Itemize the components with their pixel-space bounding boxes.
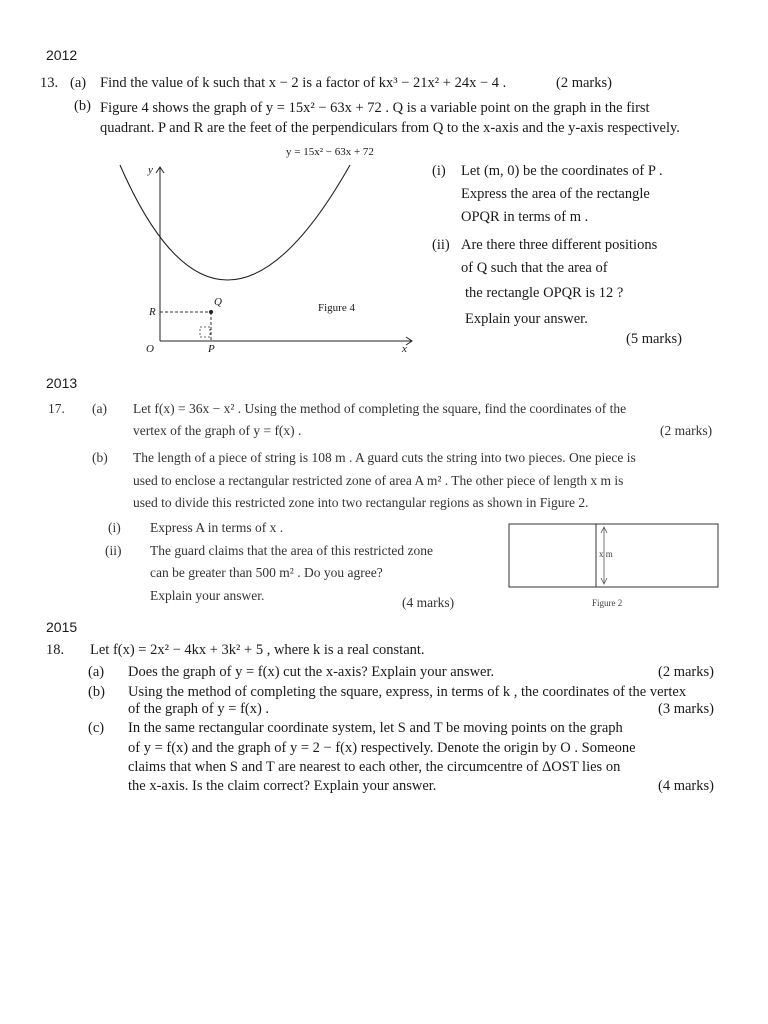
- q17b-line2: used to enclose a rectangular restricted zone of area A m² . The other piece of length x m is: [133, 473, 624, 488]
- q17b-line3: used to divide this restricted zone into two rectangular regions as shown in Figure 2.: [133, 495, 589, 510]
- q13bii-line3: the rectangle OPQR is 12 ?: [465, 285, 624, 301]
- q13bii-label: (ii): [432, 237, 450, 253]
- q13-marks: (5 marks): [626, 331, 682, 347]
- year-2015: 2015: [46, 619, 78, 635]
- q18-intro: Let f(x) = 2x² − 4kx + 3k² + 5 , where k is a real constant.: [90, 642, 425, 658]
- q17b-label: (b): [92, 450, 108, 465]
- year-2012: 2012: [46, 47, 78, 63]
- q13a-text: Find the value of k such that x − 2 is a factor of kx³ − 21x² + 24x − 4 .: [100, 75, 507, 91]
- graph-r-label: R: [149, 306, 156, 318]
- right-angle-mark: [200, 327, 210, 337]
- q18c-line1: In the same rectangular coordinate system, let S and T be moving points on the graph: [128, 720, 623, 736]
- q18b-marks: (3 marks): [658, 701, 714, 717]
- q13bii-line2: of Q such that the area of: [461, 260, 608, 276]
- q18c-line2: of y = f(x) and the graph of y = 2 − f(x) respectively. Denote the origin by O . Someone: [128, 740, 636, 756]
- q13bii-line1: Are there three different positions: [461, 237, 658, 253]
- graph-p-label: P: [208, 343, 215, 355]
- q17bii-line2: can be greater than 500 m² . Do you agree?: [150, 565, 383, 580]
- q17bii-line3: Explain your answer.: [150, 588, 265, 603]
- q13bii-line4: Explain your answer.: [465, 311, 588, 327]
- q18c-label: (c): [88, 720, 105, 736]
- q17a-line1: Let f(x) = 36x − x² . Using the method of completing the square, find the coordinates of the: [133, 401, 627, 416]
- q17bi-label: (i): [108, 520, 121, 535]
- figure-2-diagram: [508, 523, 720, 589]
- q18a-text: Does the graph of y = f(x) cut the x-axis? Explain your answer.: [128, 664, 495, 680]
- graph-y-label: y: [148, 164, 153, 176]
- q13bi-line1: Let (m, 0) be the coordinates of P .: [461, 163, 663, 179]
- q13bi-label: (i): [432, 163, 446, 179]
- graph-origin-label: O: [146, 343, 154, 355]
- q13bi-line3: OPQR in terms of m .: [461, 209, 589, 225]
- q17a-marks: (2 marks): [660, 423, 713, 438]
- graph-q-label: Q: [214, 296, 222, 308]
- q13b-label: (b): [74, 98, 91, 114]
- q18c-marks: (4 marks): [658, 778, 714, 794]
- q18b-line1: Using the method of completing the square, express, in terms of k , the coordinates of the vertex: [128, 684, 687, 700]
- parabola-curve: [120, 165, 350, 280]
- q18-number: 18.: [46, 642, 65, 658]
- q17bi-text: Express A in terms of x .: [150, 520, 284, 535]
- year-2013: 2013: [46, 375, 78, 391]
- q17bii-line1: The guard claims that the area of this restricted zone: [150, 543, 434, 558]
- q18a-label: (a): [88, 664, 105, 680]
- figure-4-caption: Figure 4: [318, 302, 355, 314]
- q17-number: 17.: [48, 401, 65, 416]
- figure-4-graph: [110, 145, 420, 360]
- q17a-line2: vertex of the graph of y = f(x) .: [133, 423, 302, 438]
- q18a-marks: (2 marks): [658, 664, 714, 680]
- q17b-line1: The length of a piece of string is 108 m . A guard cuts the string into two pieces. One piece is: [133, 450, 636, 465]
- figure-2-caption: Figure 2: [592, 598, 623, 608]
- q18b-label: (b): [88, 684, 105, 700]
- q13bi-line2: Express the area of the rectangle: [461, 186, 650, 202]
- q13-number: 13.: [40, 75, 59, 91]
- q13a-marks: (2 marks): [556, 75, 612, 91]
- restricted-zone-rect: [509, 524, 718, 587]
- q17bii-label: (ii): [105, 543, 122, 558]
- q17-marks: (4 marks): [402, 595, 455, 610]
- q13b-text: Figure 4 shows the graph of y = 15x² − 63x + 72 . Q is a variable point on the graph in the first quadrant. P and R are the feet of the perpendiculars from Q to the x-axis and the y-axis respectively.: [100, 100, 680, 136]
- graph-x-label: x: [402, 343, 407, 355]
- point-q: [209, 310, 213, 314]
- q18b-line2: of the graph of y = f(x) .: [128, 701, 270, 717]
- graph-equation-label: y = 15x² − 63x + 72: [286, 146, 374, 158]
- q18c-line3: claims that when S and T are nearest to each other, the circumcentre of ΔOST lies on: [128, 759, 621, 775]
- q13a-label: (a): [70, 75, 87, 91]
- q18c-line4: the x-axis. Is the claim correct? Explain your answer.: [128, 778, 437, 794]
- figure-2-xm-label: x m: [599, 549, 613, 559]
- q17a-label: (a): [92, 401, 107, 416]
